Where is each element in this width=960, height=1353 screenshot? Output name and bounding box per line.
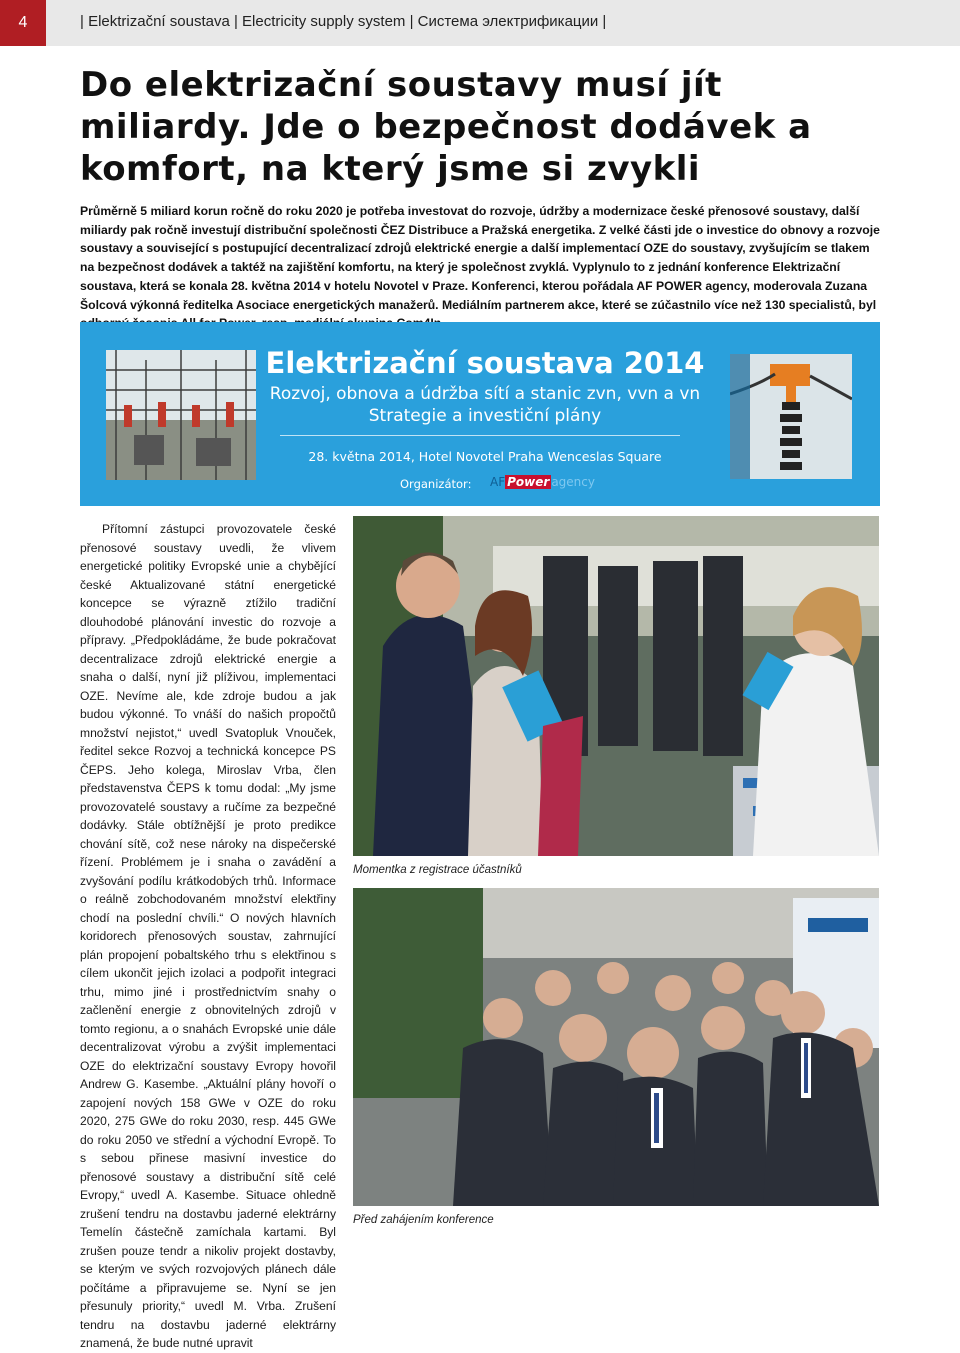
photo2-caption: Před zahájením konference	[353, 1214, 494, 1226]
banner-subtitle-1: Rozvoj, obnova a údržba sítí a stanic zvn, vvn a vn	[269, 384, 701, 404]
article-body: Přítomní zástupci provozovatele české přenosové soustavy uvedli, že vlivem energetické politiky Evropské unie a chybějící české Aktualizované státní energetické koncepce se výrazně ztížilo tradiční dlouhodobé plánování investic do rozvoje a přípravy. „Předpokládáme, že bude pokračovat decentralizace zdrojů elektrické energie a snaha o další, nyní již plíživou, implementaci OZE. Nevíme ale, kde zdroje budou a jak budou výkonné. To vnáší do našich propočtů množství nejistot,“ uvedl Svatopluk Vnouček, ředitel sekce Rozvoj a technická koncepce PS ČEPS. Jeho kolega, Miroslav Vrba, člen představenstva ČEPS k tomu dodal: „My jsme provozovatelé soustavy a ručíme za bezpečné dodávky. Stále obtížnější je proto predikce chování sítě, což nese nároky na dispečerské řízení. Problémem je i snaha o zavádění a zvyšování podílu krátkodobých trhů. Informace o reálně zobchodovaném množství elektřiny chodí na poslední chvíli.“ O nových hlavních koridorech přenosových soustav, zahrnující plán propojení pobaltského trhu s elektřinou s cílem ukončit jejich izolaci a podpořit integraci trhu, mimo jiné i prostřednictvím snahy o začlenění energie z obnovitelných zdrojů v tomto regionu, a o snahách Evropské unie dále decentralizovat výrobu a zvýšit implementaci OZE do elektrizační soustavy Evropy hovořil Andrew G. Kasembe. „Aktuální plány hovoří o zapojení nových 158 GWe v OZE do roku 2020, 275 GWe do roku 2030, resp. 445 GWe do roku 2050 ve střední a východní Evropě. To s sebou přinese masivní investice do přenosové soustavy a distribuční sítě celé Evropy,“ uvedl A. Kasembe. Situace ohledně zrušení tendru na dostavbu jaderné elektrárny Temelín částečně zamíchala kartami. Byl zrušen pouze tendr a nikoliv projekt dostavby, se kterým ve svých rozvojových plánech dále počítáme a připravujeme se. Nyní se jen přesunuly priority,“ uvedl M. Vrba. Zrušení tendru na dostavbu jaderné elektrárny znamená, že bude nutné upravit	[80, 522, 336, 1350]
banner-divider	[280, 435, 680, 436]
section-title: | Elektrizační soustava | Electricity supply system | Система электрификации |	[80, 13, 607, 30]
page-header	[0, 0, 960, 46]
photo1-caption: Momentka z registrace účastníků	[353, 864, 522, 876]
article-headline: Do elektrizační soustavy musí jít miliardy. Jde o bezpečnost dodávek a komfort, na který jsme si zvykli	[80, 65, 812, 189]
organizer-label: Organizátor:	[400, 477, 472, 491]
af-power-logo: AF Power agency	[490, 475, 595, 489]
substation-photo	[106, 350, 256, 480]
banner-title: Elektrizační soustava 2014	[265, 346, 705, 380]
insulator-photo	[730, 354, 852, 479]
banner-subtitle-2: Strategie a investiční plány	[368, 406, 602, 426]
banner-date: 28. května 2014, Hotel Novotel Praha Wenceslas Square	[308, 449, 662, 464]
article-lead: Průměrně 5 miliard korun ročně do roku 2020 je potřeba investovat do rozvoje, údržby a modernizace české přenosové soustavy, další miliardy pak ročně investují distribuční společnosti ČEZ Distribuce a Pražská energetika. Z velké části jde o investice do obnovy a rozvoje soustavy a související s postupující decentralizací zdrojů elektrické energie a další implementací OZE do soustavy, zvyšujícím se tlakem na bezpečnost dodávek a taktéž na zajištění komfortu, na který je společnost zvyklá. Vyplynulo to z jednání konference Elektrizační soustava, která se konala 28. května 2014 v hotelu Novotel v Praze. Konferenci, kterou pořádala AF POWER agency, moderovala Zuzana Šolcová výkonná ředitelka Asociace energetických manažerů. Mediálním partnerem akce, které se zúčastnilo více než 130 specialistů, byl	[80, 204, 880, 312]
registration-photo	[353, 516, 879, 856]
page-number: 4	[0, 0, 46, 46]
audience-photo	[353, 888, 879, 1206]
conference-banner	[80, 322, 880, 506]
